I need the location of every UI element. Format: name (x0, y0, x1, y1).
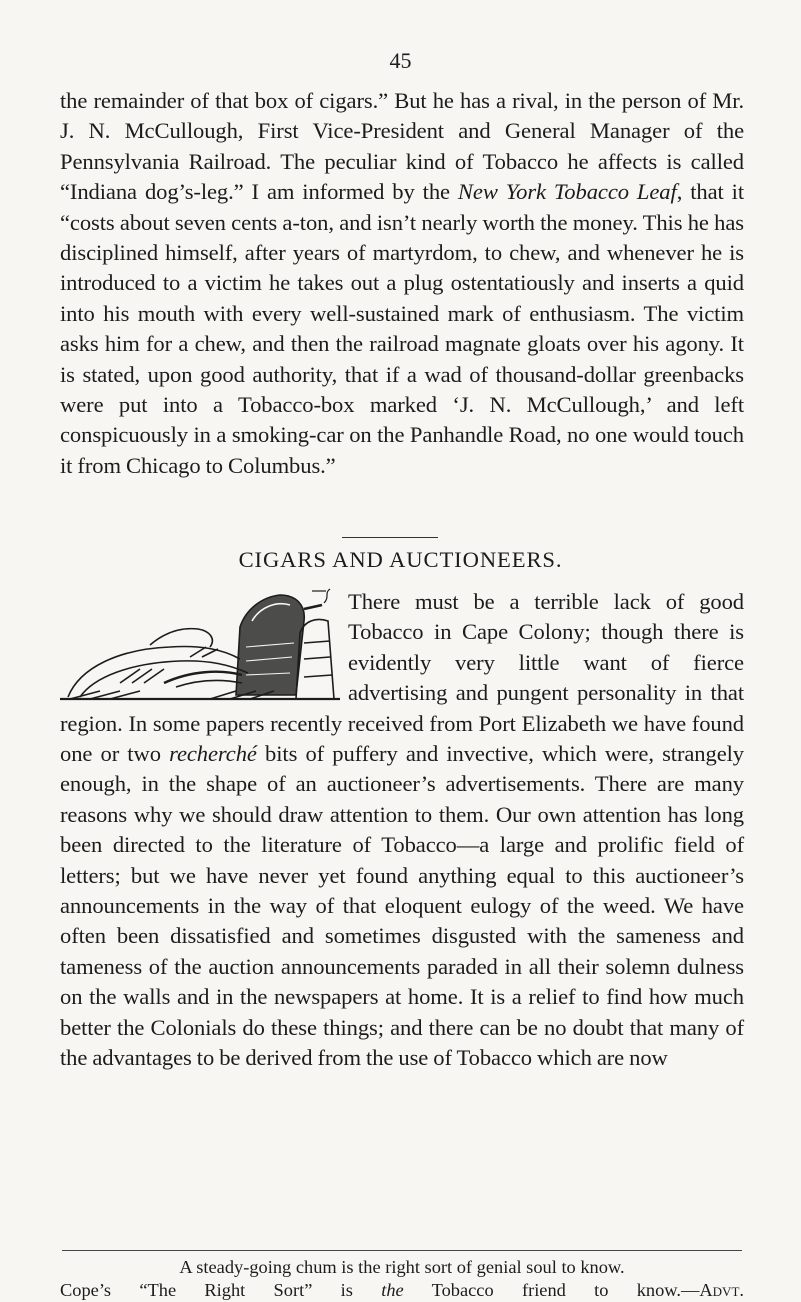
body-paragraph-1 (60, 86, 744, 481)
text-run: bits of puffery and invective, which were, strangely enough, in the shape of an auctioneer’s advertisements. There are many reasons why we should draw attention to them. Our own attention has long been directed to the literature of Tobacco—a large and prolific field of letters; but we have never yet found anything equal to this auctioneer’s announcements in the way of that eloquent eulogy of the weed. We have often been dissatisfied and sometimes disgusted with the sameness and tameness of the auction announcements paraded in all their solemn dulness on the walls and in the newspapers at home. It is a relief to find how much better the Colonials do these things; and there can be no doubt that many of the advantages to be derived from the use of Tobacco which are now (60, 741, 745, 1071)
section-heading: CIGARS AND AUCTIONEERS. (238, 547, 563, 572)
cigar-smoker-illustration (60, 587, 342, 707)
section-divider-rule (342, 537, 438, 538)
text-run: Tobacco friend to know.— (403, 1280, 700, 1300)
text-run: the remainder of that box of cigars.” But he has a rival, in the person of Mr. J. N. McCullough, First Vice-President and General Manager of the Pennsylvania Railroad. The peculiar kind of Tobacco he affects is called “Indiana dog’s-leg.” I am informed by the (60, 88, 744, 205)
paragraph-text (60, 86, 744, 481)
italic-title: New York Tobacco Leaf (457, 179, 677, 205)
text-run: Cope’s “The Right Sort” is (60, 1280, 382, 1300)
footnote-line: A steady-going chum is the right sort of genial soul to know. (179, 1257, 625, 1277)
body-paragraph-2 (60, 587, 744, 1074)
text-run: , that it “costs about seven cents a-ton, and isn’t nearly worth the money. This he has disciplined himself, after years of martyrdom, to chew, and whenever he is introduced to a victim he takes out a plug ostentatiously and inserts a quid into his mouth with every well-sustained mark of enthusiasm. The victim asks him for a chew, and then the railroad magnate gloats over his agony. It is stated, upon good authority, that if a wad of thousand-dollar greenbacks were put into a Tobacco-box marked ‘J. N. McCullough,’ and left conspicuously in a smoking-car on the Panhandle Road, no one would touch it from Chicago to Columbus.” (60, 179, 744, 478)
footnote-rule (62, 1250, 742, 1251)
italic-word: recherché (169, 741, 257, 767)
italic-word: the (381, 1280, 404, 1300)
advt-label: Advt. (699, 1280, 744, 1300)
text-run: There must be a terrible lack of good Tobacco in Cape Colony; though there is evidently very little want of fierce advertising and pungent personality in that region. In some papers recently received from Port Elizabeth we have found one or two (60, 589, 744, 767)
advertisement-footnote (60, 1256, 744, 1302)
footnote-line (60, 1279, 744, 1302)
page-number: 45 (389, 48, 412, 73)
illustration-drawing (60, 587, 342, 707)
